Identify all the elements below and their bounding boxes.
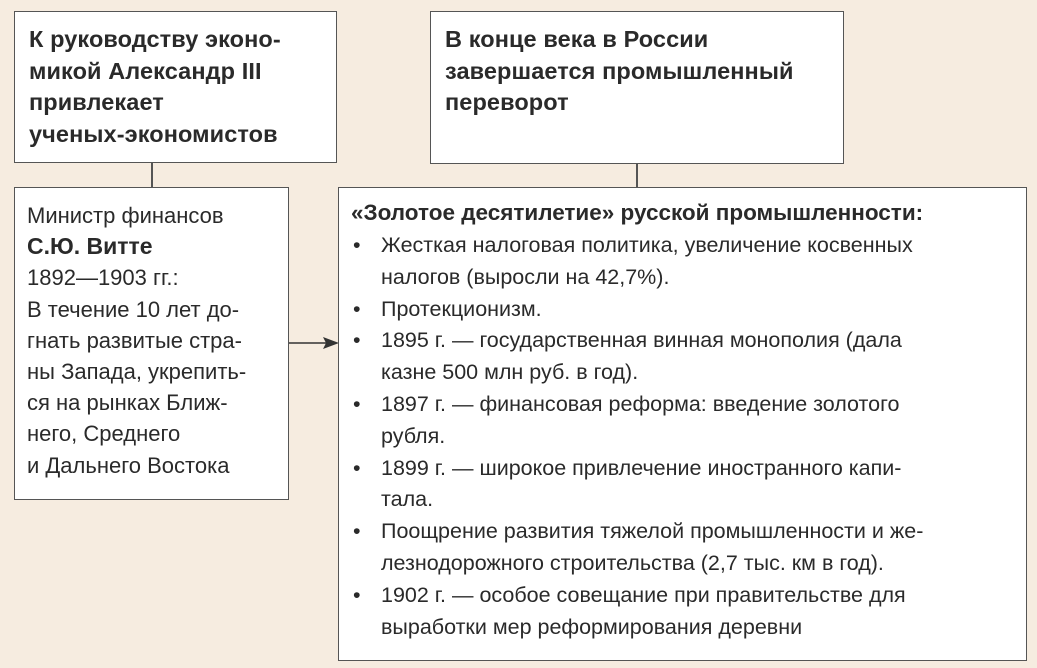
top-left-box <box>14 11 337 163</box>
golden-decade-title: «Золотое десятилетие» русской промышленности: <box>351 200 924 225</box>
list-item: • 1902 г. — особое совещание при правительстве для выработки мер реформирования деревни <box>351 580 1014 644</box>
list-item: • 1895 г. — государственная винная монополия (дала казне 500 млн руб. в год). <box>351 325 1014 389</box>
minister-title: Министр финансов <box>27 203 224 228</box>
bullet-icon: • <box>353 519 361 544</box>
list-item: • 1897 г. — финансовая реформа: введение золотого рубля. <box>351 389 1014 453</box>
bullet-icon: • <box>353 233 361 257</box>
right-connector-line <box>636 164 638 187</box>
reform-list <box>351 230 1014 643</box>
bottom-right-box <box>338 187 1027 661</box>
minister-name: С.Ю. Витте <box>27 233 153 260</box>
minister-goal: В течение 10 лет до- гнать развитые стра- ны Запада, укрепить- ся на рынках Ближ- него, Среднего и Дальнего Востока <box>27 296 247 478</box>
bullet-icon: • <box>353 582 361 607</box>
right-arrow-icon <box>289 333 339 353</box>
top-right-text: В конце века в России завершается промышленный переворот <box>445 26 794 115</box>
bullet-icon: • <box>353 328 361 353</box>
list-item: • Поощрение развития тяжелой промышленности и же- лезнодорожного строительства (2,7 тыс. км в год). <box>351 516 1014 580</box>
list-item: • 1899 г. — широкое привлечение иностранного капи- тала. <box>351 453 1014 517</box>
bullet-icon: • <box>353 296 361 321</box>
top-left-text: К руководству эконо- микой Александр III привлекает ученых-экономистов <box>29 26 281 147</box>
bullet-icon: • <box>353 391 361 416</box>
bullet-icon: • <box>353 455 361 480</box>
list-item: • Жесткая налоговая политика, увеличение косвенных налогов (выросли на 42,7%). <box>351 230 1014 294</box>
minister-years: 1892—1903 гг.: <box>27 265 179 291</box>
top-right-box <box>430 11 844 164</box>
list-item: • Протекционизм. <box>351 294 1014 326</box>
left-connector-line <box>151 163 153 187</box>
bottom-left-box <box>14 187 289 500</box>
